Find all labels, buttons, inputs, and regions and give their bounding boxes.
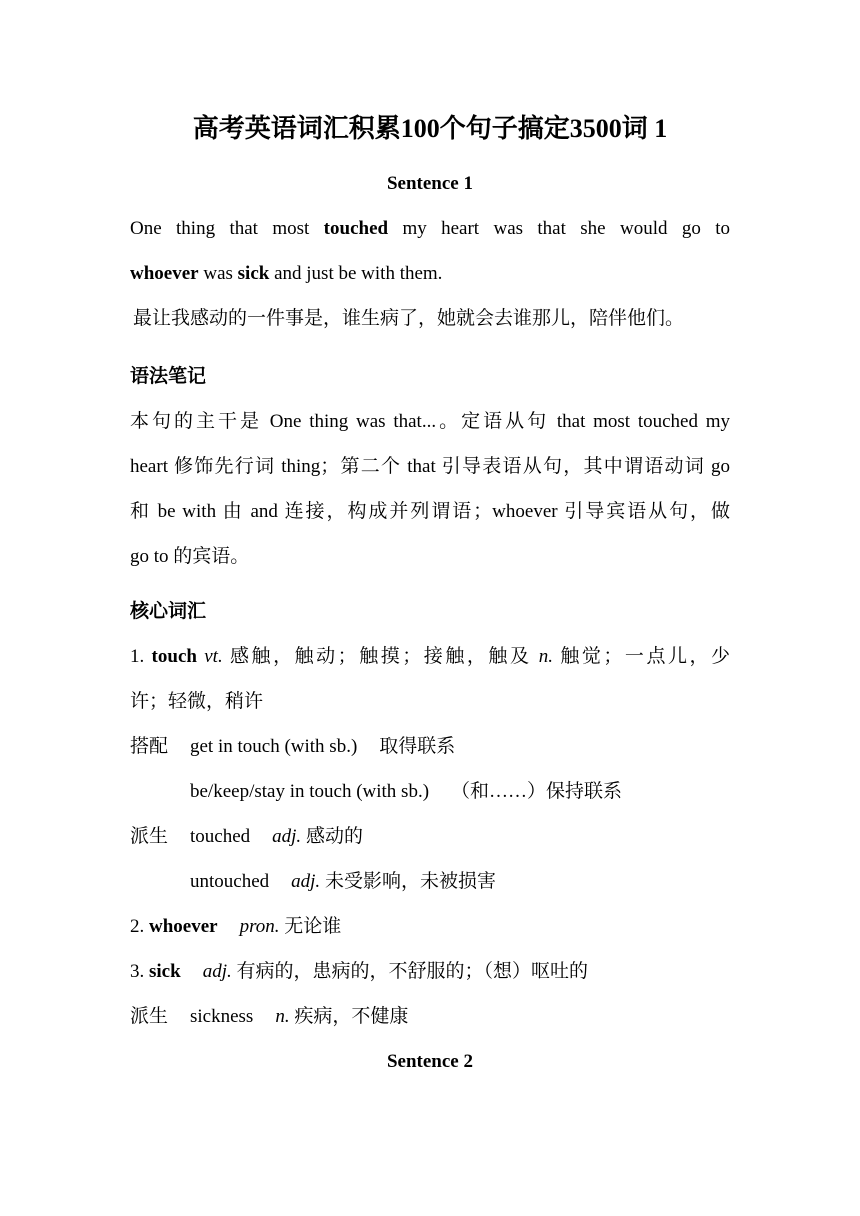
keyword-touched: touched	[323, 218, 389, 239]
collocation-row-2	[190, 780, 622, 804]
part-of-speech: n.	[275, 1006, 290, 1027]
vocab-item-touch-continued: 许；轻微，稍许	[130, 691, 264, 712]
word: that	[537, 218, 566, 239]
definition: 无论谁	[284, 916, 342, 937]
derivative-word: untouched	[190, 871, 270, 892]
headword: whoever	[149, 916, 218, 937]
part-of-speech: adj.	[291, 871, 321, 892]
page-title: 高考英语词汇积累100个句子搞定3500词 1	[192, 114, 668, 143]
sentence-1-heading: Sentence 1	[386, 173, 473, 194]
grammar-line-3: 和 be with 由 and 连接，构成并列谓语；whoever 引导宾语从句，做	[130, 501, 730, 522]
collocation-label: 搭配	[130, 736, 169, 757]
grammar-line-1: 本句的主干是 One thing was that...。定语从句 that most touched my	[130, 411, 730, 432]
word: heart	[441, 218, 480, 239]
collocation-row-1	[130, 735, 455, 759]
part-of-speech: pron.	[239, 916, 280, 937]
grammar-line-2: heart 修饰先行词 thing；第二个 that 引导表语从句，其中谓语动词 go	[130, 456, 730, 477]
derivative-label: 派生	[130, 826, 169, 847]
phrase: be/keep/stay in touch (with sb.)	[190, 781, 430, 802]
vocab-item-touch	[130, 645, 730, 669]
headword: touch	[151, 646, 197, 667]
grammar-line-4: go to 的宾语。	[130, 546, 250, 567]
grammar-notes-heading: 语法笔记	[130, 366, 207, 387]
meaning: 未受影响，未被损害	[324, 871, 496, 892]
text-run: was	[198, 263, 238, 284]
word: to	[715, 218, 731, 239]
sentence-1-chinese-translation: 最让我感动的一件事是，谁生病了，她就会去谁那儿，陪伴他们。	[133, 308, 685, 329]
word: she	[580, 218, 606, 239]
headword: sick	[149, 961, 181, 982]
sentence-1-english-line-2	[130, 262, 442, 286]
part-of-speech: n.	[538, 646, 554, 667]
text-run: and just be with them.	[269, 263, 443, 284]
word: that	[229, 218, 258, 239]
keyword-whoever: whoever	[130, 263, 199, 284]
derivative-row-2	[190, 870, 496, 894]
item-number: 3.	[130, 961, 145, 982]
keyword-sick: sick	[237, 263, 270, 284]
item-number: 1.	[130, 646, 145, 667]
vocab-item-sick	[130, 960, 588, 984]
word: was	[493, 218, 524, 239]
phrase: get in touch (with sb.)	[190, 736, 358, 757]
meaning: 感动的	[305, 826, 363, 847]
derivative-row-sick	[130, 1005, 408, 1029]
part-of-speech: adj.	[202, 961, 232, 982]
derivative-word: touched	[190, 826, 251, 847]
sentence-1-english-line-1	[130, 217, 730, 241]
word: thing	[176, 218, 216, 239]
word: most	[272, 218, 310, 239]
item-number: 2.	[130, 916, 145, 937]
sentence-2-heading: Sentence 2	[386, 1051, 473, 1072]
word: my	[402, 218, 427, 239]
definition: 触觉；一点儿，少	[560, 646, 731, 667]
vocab-item-whoever	[130, 915, 341, 939]
core-vocabulary-heading: 核心词汇	[130, 601, 207, 622]
definition: 感触，触动；触摸；接触，触及	[230, 646, 532, 667]
part-of-speech: adj.	[272, 826, 302, 847]
derivative-word: sickness	[190, 1006, 254, 1027]
part-of-speech: vt.	[204, 646, 223, 667]
meaning: 疾病，不健康	[294, 1006, 409, 1027]
word: go	[681, 218, 701, 239]
definition: 有病的，患病的，不舒服的；（想）呕吐的	[236, 961, 588, 982]
word: would	[619, 218, 668, 239]
meaning: （和……）保持联系	[451, 781, 623, 802]
word: One	[130, 218, 162, 239]
derivative-label: 派生	[130, 1006, 169, 1027]
derivative-row-1	[130, 825, 363, 849]
meaning: 取得联系	[379, 736, 456, 757]
